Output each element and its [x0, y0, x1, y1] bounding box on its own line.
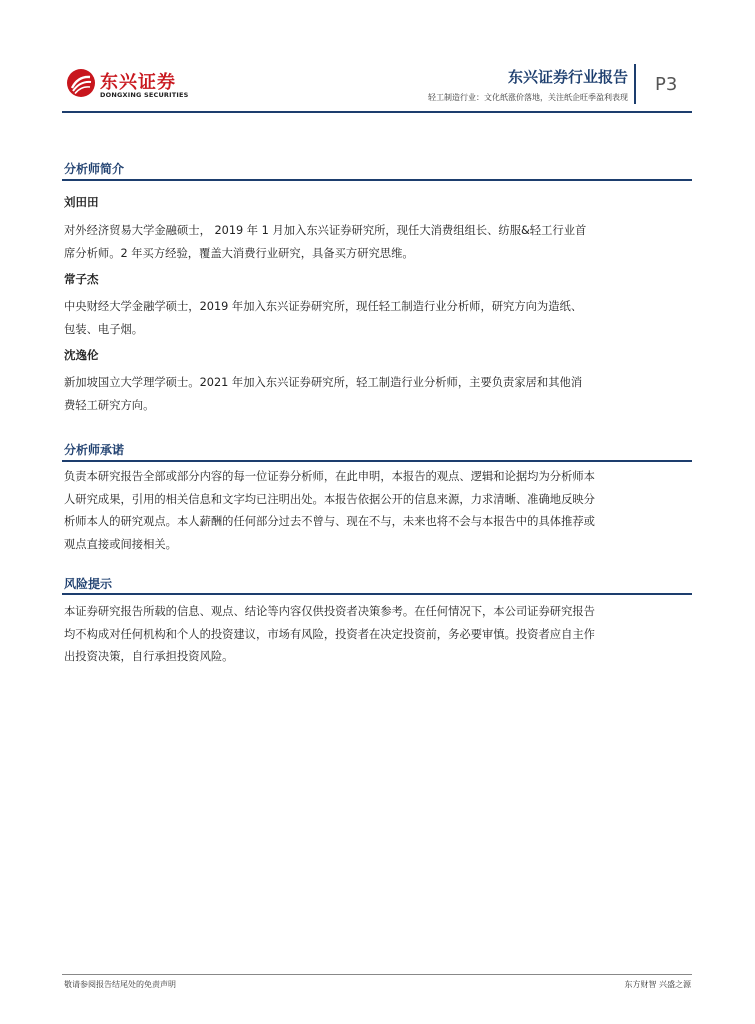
company-logo — [66, 66, 196, 106]
section-title-commitment: 分析师承诺 — [64, 443, 125, 457]
risk-text — [64, 601, 696, 669]
report-type: 东兴证券行业报告 — [507, 68, 628, 86]
header-rule — [62, 111, 692, 113]
analyst-bio — [64, 372, 696, 417]
bio-line: 包装、电子烟。 — [64, 322, 144, 336]
section-rule — [62, 179, 692, 181]
analyst-bio — [64, 220, 696, 265]
logo-en-text: DONGXING SECURITIES — [100, 91, 189, 99]
analyst-name: 常子杰 — [64, 272, 99, 286]
footer-disclaimer-note: 敬请参阅报告结尾处的免责声明 — [64, 980, 176, 989]
text-line: 人研究成果，引用的相关信息和文字均已注明出处。本报告依据公开的信息来源，力求清晰、准确地反映分 — [64, 492, 595, 506]
text-line: 析师本人的研究观点。本人薪酬的任何部分过去不曾与、现在不与，未来也将不会与本报告中的具体推荐或 — [64, 515, 595, 528]
report-subtitle: 轻工制造行业：文化纸涨价落地，关注纸企旺季盈利表现 — [428, 93, 628, 102]
text-line: 本证券研究报告所载的信息、观点、结论等内容仅供投资者决策参考。在任何情况下，本公司证券研究报告 — [64, 605, 595, 618]
text-line: 均不构成对任何机构和个人的投资建议，市场有风险，投资者在决定投资前，务必要审慎。投资者应自主作 — [64, 627, 595, 641]
bio-line: 对外经济贸易大学金融硕士， 2019 年 1 月加入东兴证券研究所，现任大消费组组长、纺服&轻工行业首 — [64, 224, 587, 237]
bio-line: 席分析师。2 年买方经验，覆盖大消费行业研究，具备买方研究思维。 — [64, 246, 414, 260]
text-line: 观点直接或间接相关。 — [64, 537, 177, 551]
text-line: 负责本研究报告全部或部分内容的每一位证券分析师，在此申明，本报告的观点、逻辑和论据均为分析师本 — [64, 470, 595, 483]
analyst-name: 刘田田 — [64, 195, 99, 209]
bio-line: 新加坡国立大学理学硕士。2021 年加入东兴证券研究所，轻工制造行业分析师，主要负责家居和其他消 — [64, 376, 583, 389]
text-line: 出投资决策，自行承担投资风险。 — [64, 650, 234, 663]
section-rule — [62, 593, 692, 595]
logo-mark-icon — [66, 68, 96, 98]
bio-line: 费轻工研究方向。 — [64, 398, 155, 412]
page-number: P3 — [655, 74, 678, 95]
section-title-analyst-intro: 分析师简介 — [64, 162, 125, 176]
header-divider — [634, 64, 636, 104]
commitment-text — [64, 466, 696, 556]
analyst-name: 沈逸伦 — [64, 348, 99, 362]
logo-cn-text: 东兴证券 — [100, 72, 176, 93]
section-rule — [62, 460, 692, 462]
footer-rule — [62, 974, 692, 975]
section-title-risk: 风险提示 — [64, 577, 113, 591]
bio-line: 中央财经大学金融学硕士，2019 年加入东兴证券研究所，现任轻工制造行业分析师，研究方向为造纸、 — [64, 300, 583, 313]
footer-slogan: 东方财智 兴盛之源 — [624, 980, 691, 989]
analyst-bio — [64, 296, 696, 341]
